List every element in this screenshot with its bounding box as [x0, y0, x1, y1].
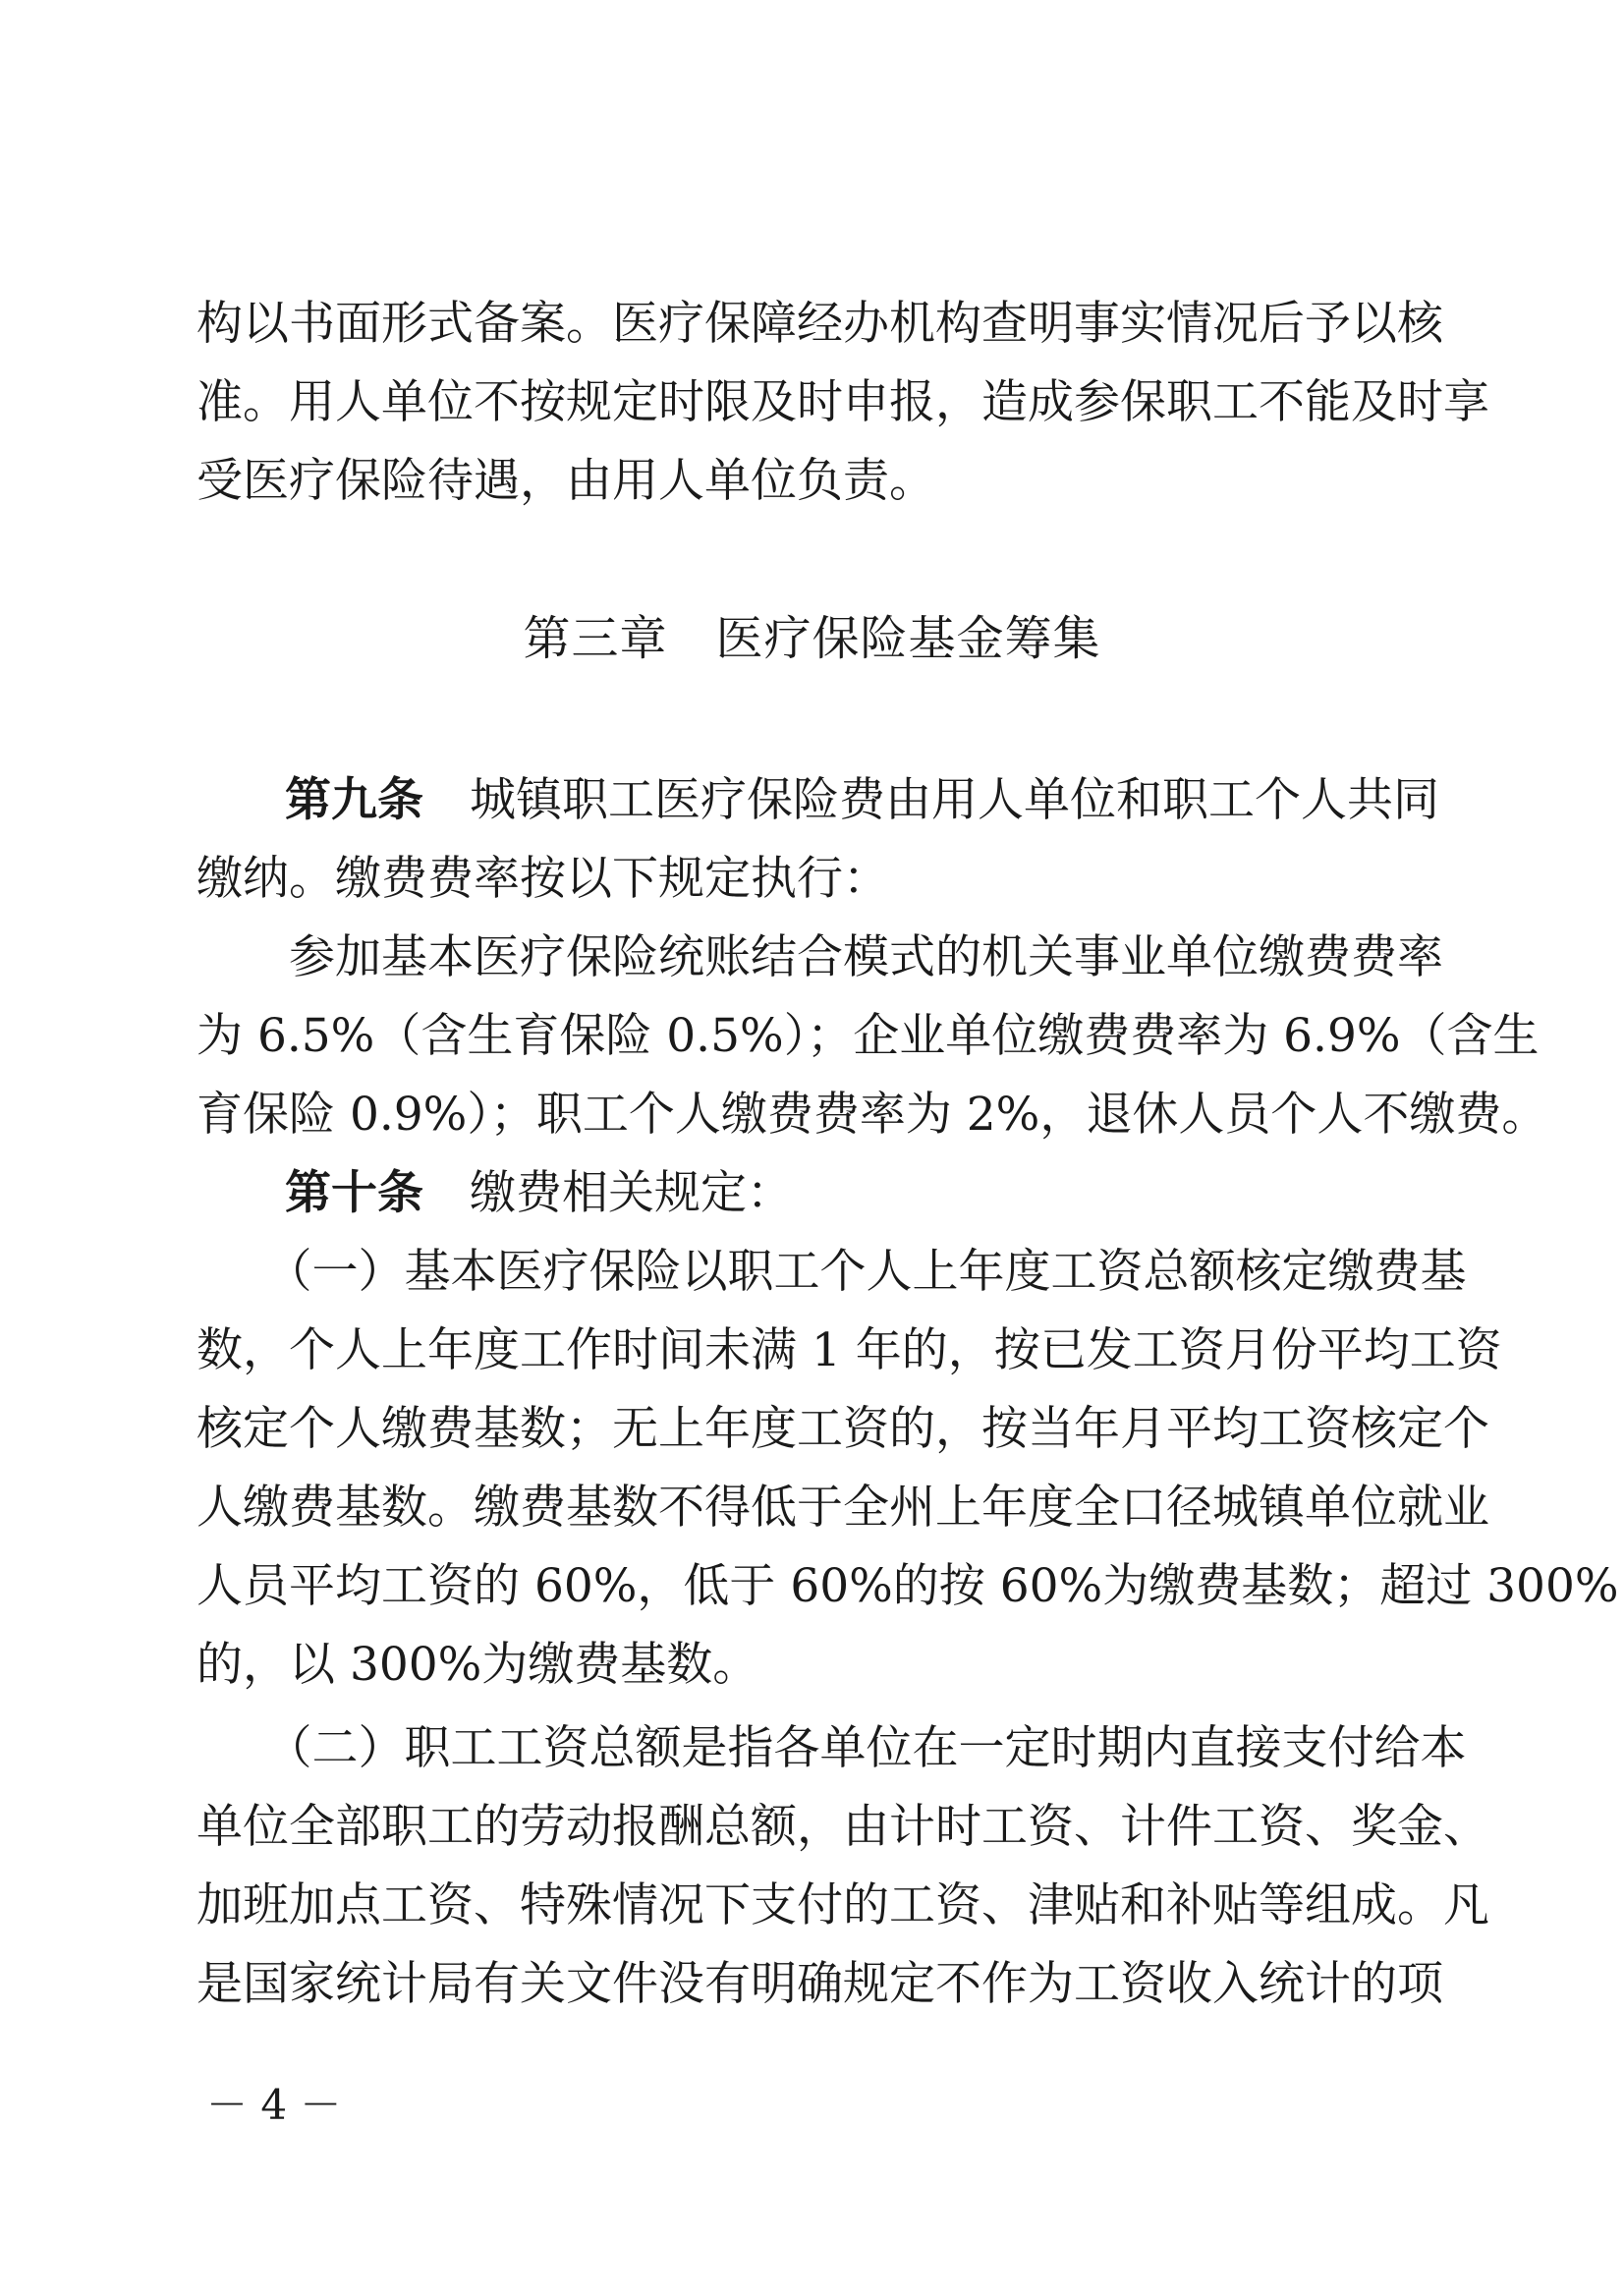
body-line: 缴纳。缴费费率按以下规定执行： — [196, 852, 889, 906]
body-line: 受医疗保险待遇，由用人单位负责。 — [196, 454, 935, 508]
page-number: － 4 － — [206, 2081, 342, 2129]
body-line: 的，以 300%为缴费基数。 — [196, 1638, 759, 1692]
body-line: 准。用人单位不按规定时限及时申报，造成参保职工不能及时享 — [196, 375, 1489, 429]
body-line: 为 6.5%（含生育保险 0.5%）；企业单位缴费费率为 6.9%（含生 — [196, 1009, 1540, 1063]
body-line: （二）职工工资总额是指各单位在一定时期内直接支付给本 — [196, 1721, 1467, 1775]
body-line: 数，个人上年度工作时间未满 1 年的，按已发工资月份平均工资 — [196, 1323, 1502, 1377]
body-line: （一）基本医疗保险以职工个人上年度工资总额核定缴费基 — [196, 1245, 1467, 1299]
body-line: 人员平均工资的 60%，低于 60%的按 60%为缴费基数；超过 300% — [196, 1559, 1619, 1613]
body-line: 构以书面形式备案。医疗保障经办机构查明事实情况后予以核 — [196, 297, 1443, 351]
article-9-label: 第九条 — [285, 773, 423, 827]
article-9-text: 城镇职工医疗保险费由用人单位和职工个人共同 — [423, 773, 1439, 827]
body-line: 单位全部职工的劳动报酬总额，由计时工资、计件工资、奖金、 — [196, 1800, 1489, 1854]
chapter-heading: 第三章 医疗保险基金筹集 — [523, 611, 1101, 666]
body-line: 是国家统计局有关文件没有明确规定不作为工资收入统计的项 — [196, 1957, 1443, 2011]
article-9-first-line — [285, 773, 1439, 828]
body-line: 核定个人缴费基数；无上年度工资的，按当年月平均工资核定个 — [196, 1402, 1489, 1456]
article-10-label: 第十条 — [285, 1166, 423, 1220]
body-line: 参加基本医疗保险统账结合模式的机关事业单位缴费费率 — [196, 930, 1443, 984]
body-line: 育保险 0.9%）；职工个人缴费费率为 2%，退休人员个人不缴费。 — [196, 1088, 1548, 1142]
body-line: 加班加点工资、特殊情况下支付的工资、津贴和补贴等组成。凡 — [196, 1878, 1489, 1932]
article-10-first-line — [285, 1166, 1405, 1221]
article-10-text: 缴费相关规定： — [423, 1166, 793, 1220]
body-line: 人缴费基数。缴费基数不得低于全州上年度全口径城镇单位就业 — [196, 1481, 1489, 1535]
